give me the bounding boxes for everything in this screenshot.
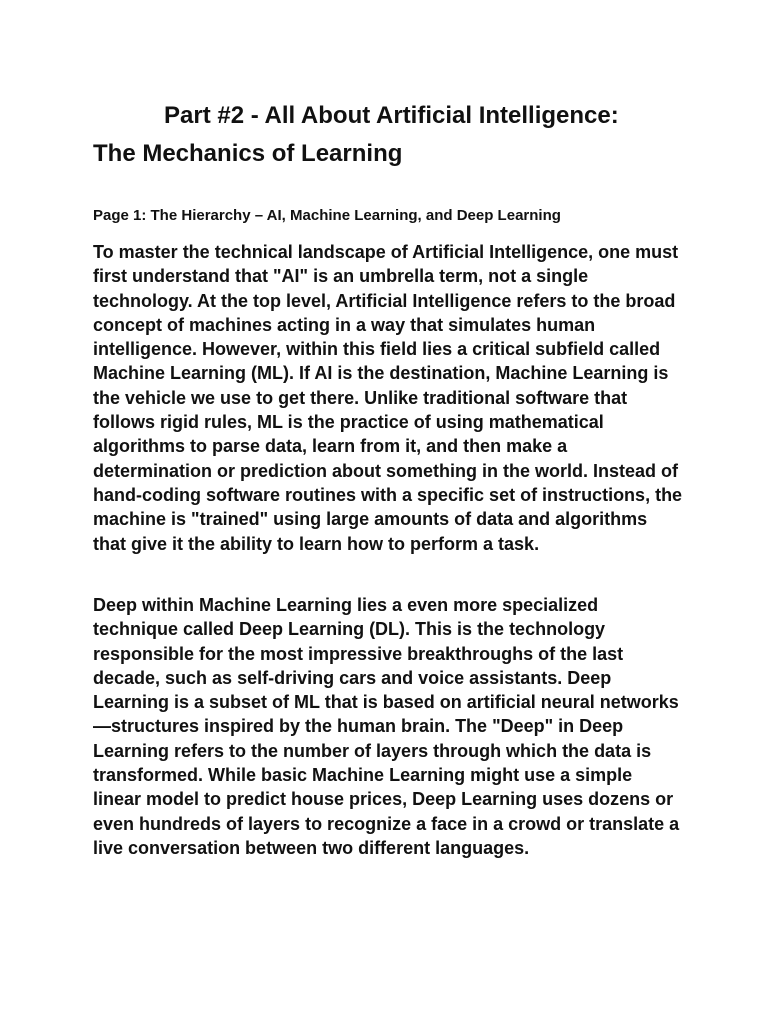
- document-title-line-2: The Mechanics of Learning: [93, 140, 403, 167]
- body-paragraph-1: To master the technical landscape of Artificial Intelligence, one must first understand that "AI" is an umbrella term, not a single technology. At the top level, Artificial Intelligence refers to the broad concept of machines acting in a way that simulates human intelligence. However, within this field lies a critical subfield called Machine Learning (ML). If AI is the destination, Machine Learning is the vehicle we use to get there. Unlike traditional software that follows rigid rules, ML is the practice of using mathematical algorithms to parse data, learn from it, and then make a determination or prediction about something in the world. Instead of hand-coding software routines with a specific set of instructions, the machine is "trained" using large amounts of data and algorithms that give it the ability to learn how to perform a task.: [93, 242, 683, 554]
- body-paragraph-2: Deep within Machine Learning lies a even more specialized technique called Deep Learning (DL). This is the technology responsible for the most impressive breakthroughs of the last decade, such as self-driving cars and voice assistants. Deep Learning is a subset of ML that is based on artificial neural networks—structures inspired by the human brain. The "Deep" in Deep Learning refers to the number of layers through which the data is transformed. While basic Machine Learning might use a simple linear model to predict house prices, Deep Learning uses dozens or even hundreds of layers to recognize a face in a crowd or translate a live conversation between two different languages.: [93, 595, 680, 858]
- document-title-line-1: Part #2 - All About Artificial Intelligence:: [164, 102, 619, 129]
- section-subheading: Page 1: The Hierarchy – AI, Machine Learning, and Deep Learning: [93, 207, 561, 224]
